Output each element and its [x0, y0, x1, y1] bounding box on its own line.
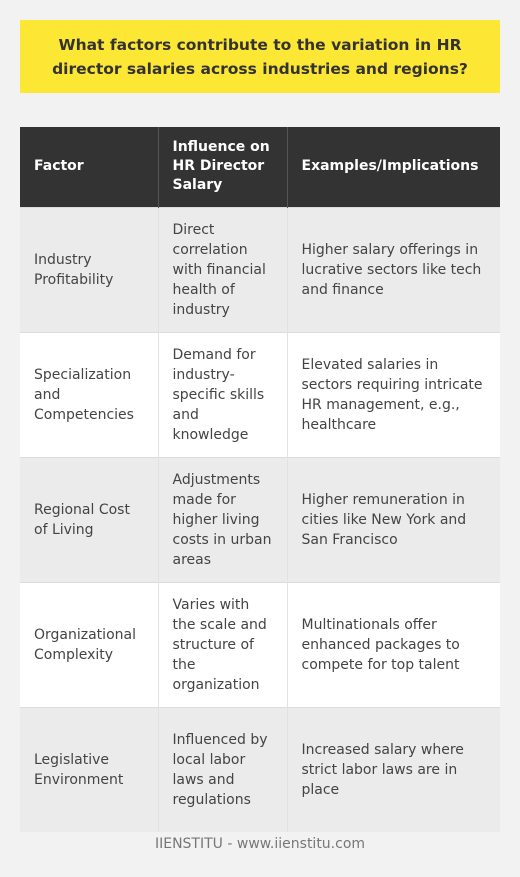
- title-banner: [20, 20, 500, 93]
- header-influence: Influence on HR Director Salary: [158, 127, 287, 207]
- cell-influence: Influenced by local labor laws and regulations: [158, 707, 287, 832]
- cell-influence: Adjustments made for higher living costs in urban areas: [158, 457, 287, 582]
- header-examples: Examples/Implications: [287, 127, 500, 207]
- table-row: [20, 332, 500, 457]
- page-title: What factors contribute to the variation in HR director salaries across industries and regions?: [52, 35, 468, 78]
- table-row: [20, 582, 500, 707]
- cell-factor: Organizational Complexity: [20, 582, 158, 707]
- table-row: [20, 707, 500, 832]
- cell-examples: Higher remuneration in cities like New York and San Francisco: [287, 457, 500, 582]
- cell-influence: Direct correlation with financial health of industry: [158, 207, 287, 332]
- table-header-row: [20, 127, 500, 207]
- header-factor: Factor: [20, 127, 158, 207]
- cell-examples: Elevated salaries in sectors requiring intricate HR management, e.g., healthcare: [287, 332, 500, 457]
- cell-influence: Demand for industry-specific skills and knowledge: [158, 332, 287, 457]
- table-row: [20, 457, 500, 582]
- factors-table: [20, 127, 500, 832]
- table-row: [20, 207, 500, 332]
- cell-factor: Legislative Environment: [20, 707, 158, 832]
- cell-factor: Specialization and Competencies: [20, 332, 158, 457]
- cell-examples: Higher salary offerings in lucrative sectors like tech and finance: [287, 207, 500, 332]
- cell-examples: Increased salary where strict labor laws are in place: [287, 707, 500, 832]
- footer-credit: IIENSTITU - www.iienstitu.com: [154, 836, 366, 852]
- cell-influence: Varies with the scale and structure of the organization: [158, 582, 287, 707]
- cell-factor: Industry Profitability: [20, 207, 158, 332]
- cell-examples: Multinationals offer enhanced packages to compete for top talent: [287, 582, 500, 707]
- cell-factor: Regional Cost of Living: [20, 457, 158, 582]
